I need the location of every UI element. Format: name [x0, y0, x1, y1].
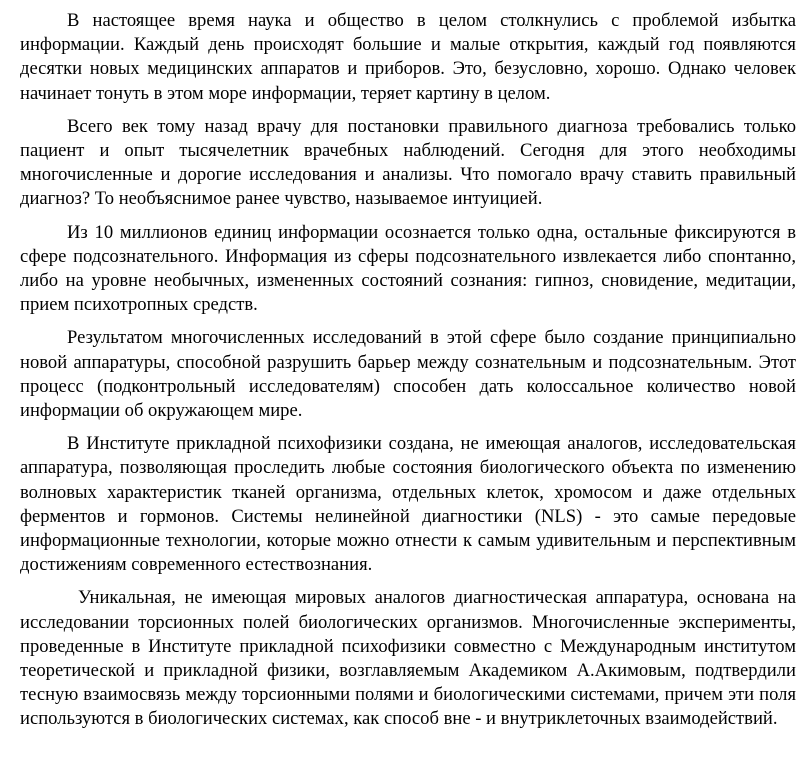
- paragraph-new-apparatus: Результатом многочисленных исследований в этой сфере было создание принципиально новой аппаратуры, способной разрушить барьер между сознательным и подсознательным. Этот процесс (подконтрольный исследователям) способен дать колоссальное количество новой информации об окружающем мире.: [20, 327, 796, 422]
- paragraph-intuition: Всего век тому назад врачу для постановки правильного диагноза требовались только пациент и опыт тысячелетник врачебных наблюдений. Сегодня для этого необходимы многочисленные и дорогие исследования и анализы. Что помогало врачу ставить правильный диагноз? То необъяснимое ранее чувство, называемое интуицией.: [20, 115, 796, 210]
- document-page: [20, 9, 796, 741]
- paragraph-nls-systems: В Институте прикладной психофизики создана, не имеющая аналогов, исследовательская аппаратура, позволяющая проследить любые состояния биологического объекта по изменению волновых характеристик тканей организма, отдельных клеток, хромосом и даже отдельных ферментов и гормонов. Системы нелинейной диагностики (NLS) - это самые передовые информационные технологии, которые можно отнести к самым удивительным и перспективным достижениям современного естествознания.: [20, 433, 796, 576]
- paragraph-torsion-fields: Уникальная, не имеющая мировых аналогов диагностическая аппаратура, основана на исследовании торсионных полей биологических организмов. Многочисленные эксперименты, проведенные в Институте прикладной психофизики совместно с Международным институтом теоретической и прикладной физики, возглавляемым Академиком А.Акимовым, подтвердили тесную взаимосвязь между торсионными полями и биологическими системами, причем эти поля используются в биологических системах, как способ вне - и внутриклеточных взаимодействий.: [20, 587, 796, 730]
- paragraph-information-overload: В настоящее время наука и общество в целом столкнулись с проблемой избытка информации. Каждый день происходят большие и малые открытия, каждый год появляются десятки новых медицинских аппаратов и приборов. Это, безусловно, хорошо. Однако человек начинает тонуть в этом море информации, теряет картину в целом.: [20, 10, 796, 104]
- paragraph-subconscious: Из 10 миллионов единиц информации осознается только одна, остальные фиксируются в сфере подсознательного. Информация из сферы подсознательного извлекается либо спонтанно, либо на уровне необычных, измененных состояний сознания: гипноз, сновидение, медитации, прием психотропных средств.: [20, 221, 796, 316]
